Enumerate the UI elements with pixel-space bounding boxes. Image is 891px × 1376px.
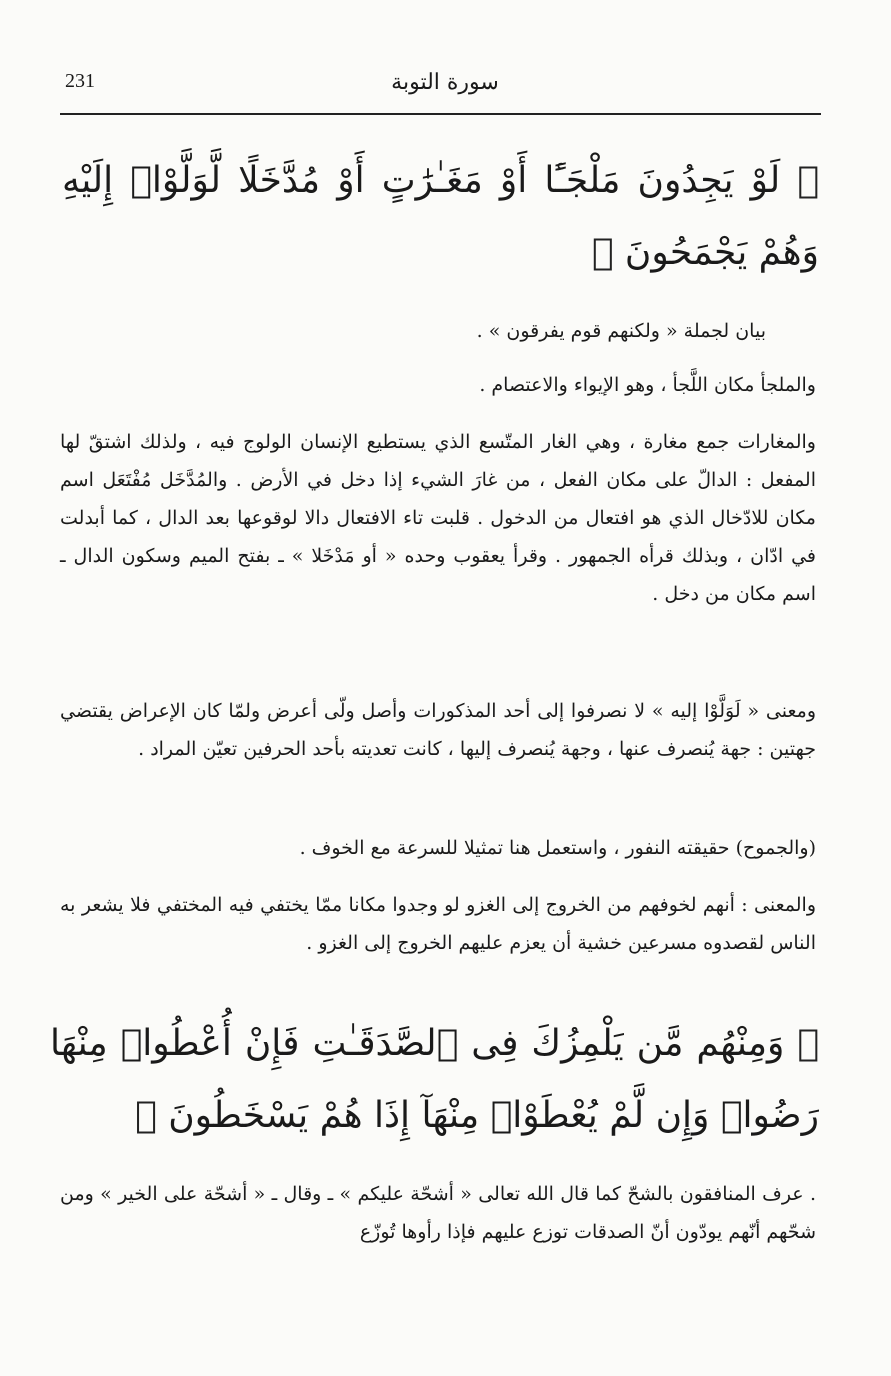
surah-title: سورة التوبة bbox=[391, 70, 499, 95]
verse-open-bracket-icon: ﴿ bbox=[797, 160, 819, 201]
page-number: 231 bbox=[65, 70, 95, 92]
commentary-paragraph: والمغارات جمع مغارة ، وهي الغار المتّسع الذي يستطيع الإنسان الولوج فيه ، ولذلك اشتقّ لها المفعل : الدالّ على مكان الفعل ، من غارَ الشيء إذا دخل في الأرض . والمُدَّخَل مُفْتَعَل اسم مكان للادّخال الذي هو افتعال من الدخول . قلبت تاء الافتعال دالا لوقوعها بعد الدال ، كما أبدلت في ادّان ، وبذلك قرأه الجمهور . وقرأ يعقوب وحده « أو مَدْخَلا » ـ بفتح الميم وسكون الدال ـ اسم مكان من دخل . bbox=[60, 431, 816, 605]
header-rule bbox=[60, 113, 821, 115]
commentary-paragraph: والمعنى : أنهم لخوفهم من الخروج إلى الغزو لو وجدوا مكانا ممّا يختفي فيه المختفي فلا يشعر به الناس لقصدوه مسرعين خشية أن يعزم عليهم الخروج إلى الغزو . bbox=[60, 894, 816, 954]
commentary-paragraph: والملجأ مكان اللَّجأ ، وهو الإيواء والاعتصام . bbox=[479, 374, 816, 396]
verse-open-bracket-icon: ﴿ bbox=[797, 1023, 819, 1064]
quran-verse-1 bbox=[62, 145, 819, 289]
verse-2-text: وَمِنْهُم مَّن يَلْمِزُكَ فِى ٱلصَّدَقَـٰتِ فَإِنْ أُعْطُوا۟ مِنْهَا رَضُوا۟ وَإِن لَّمْ يُعْطَوْا۟ مِنْهَآ إِذَا هُمْ يَسْخَطُونَ bbox=[50, 1023, 819, 1136]
verse-1-text: لَوْ يَجِدُونَ مَلْجَـًٔا أَوْ مَغَـٰرَٰتٍ أَوْ مُدَّخَلًا لَّوَلَّوْا۟ إِلَيْهِ وَهُمْ يَجْمَحُونَ bbox=[62, 160, 819, 273]
commentary-paragraph: بيان لجملة « ولكنهم قوم يفرقون » . bbox=[476, 320, 766, 342]
commentary-paragraph: . عرف المنافقون بالشحّ كما قال الله تعالى « أشحّة عليكم » ـ وقال ـ « أشحّة على الخير » ومن شحّهم أنّهم يودّون أنّ الصدقات توزع عليهم فإذا رأوها تُوزّع bbox=[60, 1183, 816, 1243]
quran-verse-2 bbox=[50, 1008, 819, 1152]
verse-close-bracket-icon: ﴾ bbox=[591, 232, 614, 273]
commentary-paragraph: ومعنى « لَوَلَّوْا إليه » لا نصرفوا إلى أحد المذكورات وأصل ولّى أعرض ولمّا كان الإعراض يقتضي جهتين : جهة يُنصرف عنها ، وجهة يُنصرف إليها ، كانت تعديته بأحد الحرفين تعيّن المراد . bbox=[60, 700, 816, 760]
commentary-paragraph: (والجموح) حقيقته النفور ، واستعمل هنا تمثيلا للسرعة مع الخوف . bbox=[299, 837, 816, 859]
verse-close-bracket-icon: ﴾ bbox=[135, 1095, 157, 1136]
